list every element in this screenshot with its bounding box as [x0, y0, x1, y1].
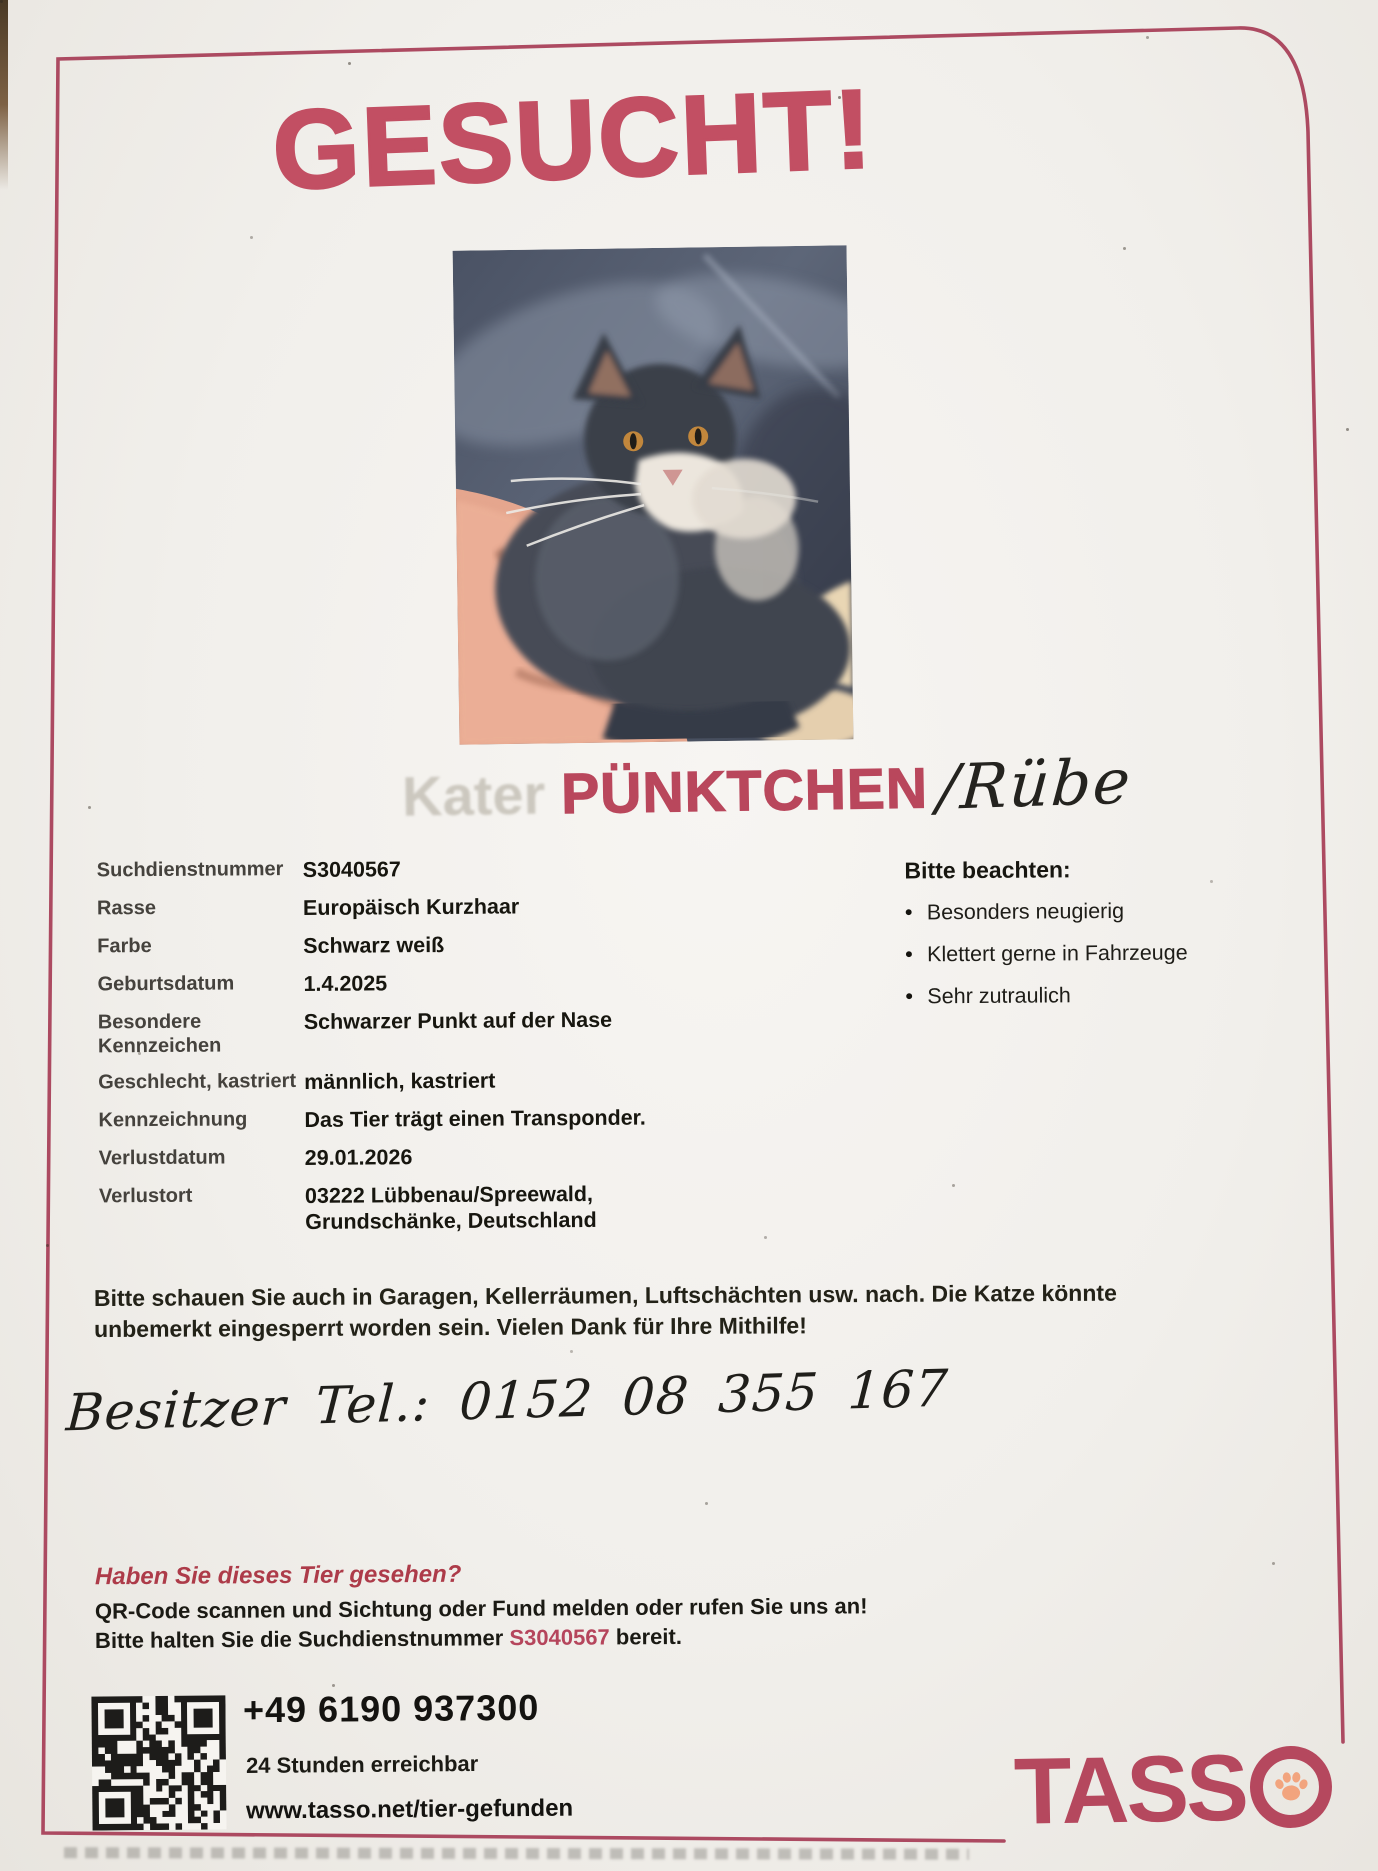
table-row [98, 1104, 784, 1135]
tasso-logo-o [1249, 1745, 1332, 1828]
detail-label: Kennzeichnung [98, 1108, 248, 1132]
report-url: www.tasso.net/tier-gefunden [245, 1794, 574, 1825]
detail-label: Suchdienstnummer [96, 858, 284, 882]
availability-note: 24 Stunden erreichbar [245, 1750, 479, 1779]
notes-title: Bitte beachten: [904, 856, 1071, 884]
paper-specks [0, 0, 3, 3]
pet-name: PÜNKTCHEN [560, 756, 929, 827]
table-row [99, 1180, 785, 1237]
note-item: • Besonders neugierig [905, 898, 1325, 926]
table-row [98, 1006, 784, 1059]
table-row [97, 892, 783, 923]
detail-label: Geburtsdatum [97, 972, 235, 996]
detail-value: Das Tier trägt einen Transponder. [304, 1105, 646, 1132]
table-row [98, 1066, 784, 1097]
tasso-wordmark: TASS [1013, 1734, 1247, 1844]
pet-type-label: Kater [401, 762, 546, 828]
detail-label: Geschlecht, kastriert [98, 1070, 297, 1094]
table-row [97, 930, 783, 961]
table-row [99, 1142, 785, 1173]
detail-value: Europäisch Kurzhaar [302, 894, 520, 920]
note-item: • Sehr zutraulich [905, 982, 1325, 1010]
table-row [97, 854, 783, 885]
paw-icon [1270, 1767, 1311, 1808]
search-number: S3040567 [509, 1624, 610, 1651]
detail-value: 03222 Lübbenau/Spreewald, Grundschänke, Deutschland [304, 1181, 597, 1234]
tasso-logo [1013, 1734, 1332, 1844]
fineprint-smudge [64, 1847, 969, 1860]
detail-value: 29.01.2026 [304, 1145, 413, 1170]
footer-instruction: QR-Code scannen und Sichtung oder Fund melden oder rufen Sie uns an! [94, 1593, 868, 1624]
cat-photo [453, 245, 854, 744]
pet-name-line [401, 744, 1135, 830]
detail-value: 1.4.2025 [303, 971, 388, 996]
detail-value: Schwarz weiß [303, 932, 445, 958]
search-hint: Bitte schauen Sie auch in Garagen, Kellerräumen, Luftschächten usw. nach. Die Katze könnte unbemerkt eingesperrt worden sein. Vielen Dank für Ihre Mithilfe! [93, 1279, 1117, 1343]
detail-label: Verlustdatum [98, 1146, 226, 1170]
pet-details-table [97, 854, 786, 1249]
note-item: • Klettert gerne in Fahrzeuge [905, 940, 1325, 968]
detail-label: Verlustort [98, 1184, 193, 1208]
detail-label: Farbe [97, 935, 152, 958]
detail-value: Schwarzer Punkt auf der Nase [303, 1007, 613, 1034]
detail-label: Rasse [96, 896, 157, 920]
detail-value: männlich, kastriert [304, 1068, 496, 1094]
footer-question: Haben Sie dieses Tier gesehen? [94, 1560, 462, 1591]
table-row [97, 968, 783, 999]
detail-value: S3040567 [302, 857, 401, 882]
hotline-phone: +49 6190 937300 [242, 1686, 540, 1731]
owner-phone-handwritten: Besitzer Tel.: 0152 08 355 167 [64, 1359, 951, 1444]
notes-box [904, 855, 1325, 1027]
qr-code [91, 1695, 226, 1830]
keep-ready-suffix: bereit. [609, 1623, 682, 1650]
keep-ready-prefix: Bitte halten Sie die Suchdienstnummer [94, 1625, 510, 1654]
page-title: GESUCHT! [270, 66, 876, 213]
footer-keep-ready [95, 1624, 682, 1654]
pet-alias-handwritten: /Rübe [935, 744, 1135, 825]
detail-label: Besondere Kennzeichen [97, 1010, 222, 1058]
